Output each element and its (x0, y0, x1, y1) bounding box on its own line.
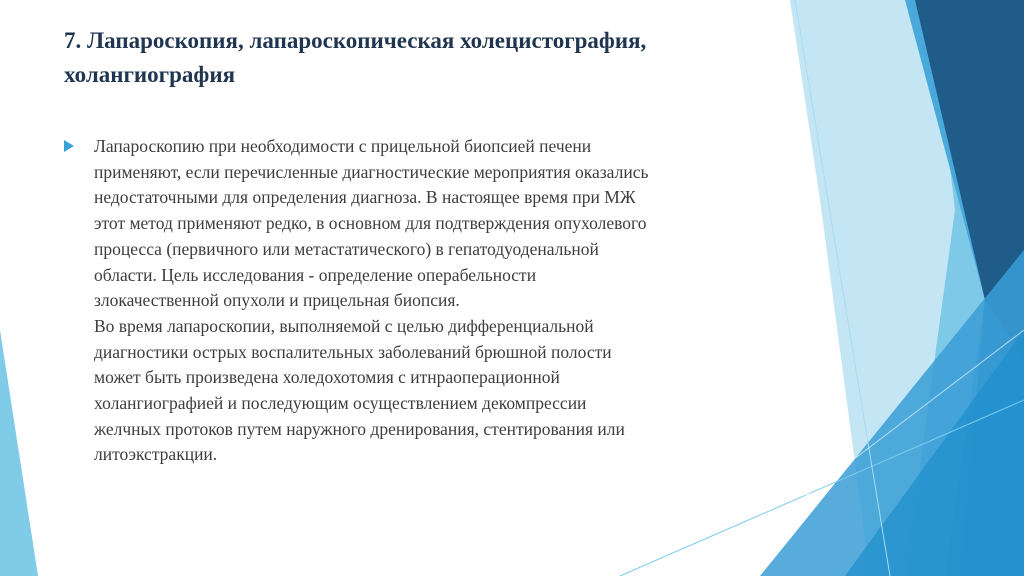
title-line: холангиография (64, 62, 236, 87)
body-line: диагностики острых воспалительных заболеваний брюшной полости (94, 341, 612, 362)
body-line: недостаточными для определения диагноза. В настоящее время при МЖ (94, 187, 636, 208)
body-line: злокачественной опухоли и прицельная биопсия. (94, 290, 460, 311)
body-line: области. Цель исследования - определение операбельности (94, 264, 537, 285)
bullet-paragraph (94, 134, 774, 468)
slide-body (64, 134, 774, 468)
left-edge-shape (0, 330, 38, 576)
body-line: Во время лапароскопии, выполняемой с целью дифференциальной (94, 315, 594, 336)
body-line: может быть произведена холедохотомия с итнраоперационной (94, 367, 560, 388)
body-line: процесса (первичного или метастатического) в гепатодуоденальной (94, 238, 599, 259)
bullet-item (64, 134, 774, 468)
body-line: этот метод применяют редко, в основном для подтверждения опухолевого (94, 213, 647, 234)
body-line: Лапароскопию при необходимости с прицельной биопсией печени (94, 136, 592, 156)
title-line: 7. Лапароскопия, лапароскопическая холецистография, (64, 28, 647, 53)
body-line: применяют, если перечисленные диагностические мероприятия оказались (94, 161, 649, 182)
body-line: холангиографией и последующим осуществлением декомпрессии (94, 393, 587, 414)
triangle-bullet-icon (64, 140, 74, 152)
body-line: литоэкстракции. (94, 444, 218, 465)
body-line: желчных протоков путем наружного дренирования, стентирования или (94, 418, 625, 439)
slide-title (64, 24, 784, 92)
